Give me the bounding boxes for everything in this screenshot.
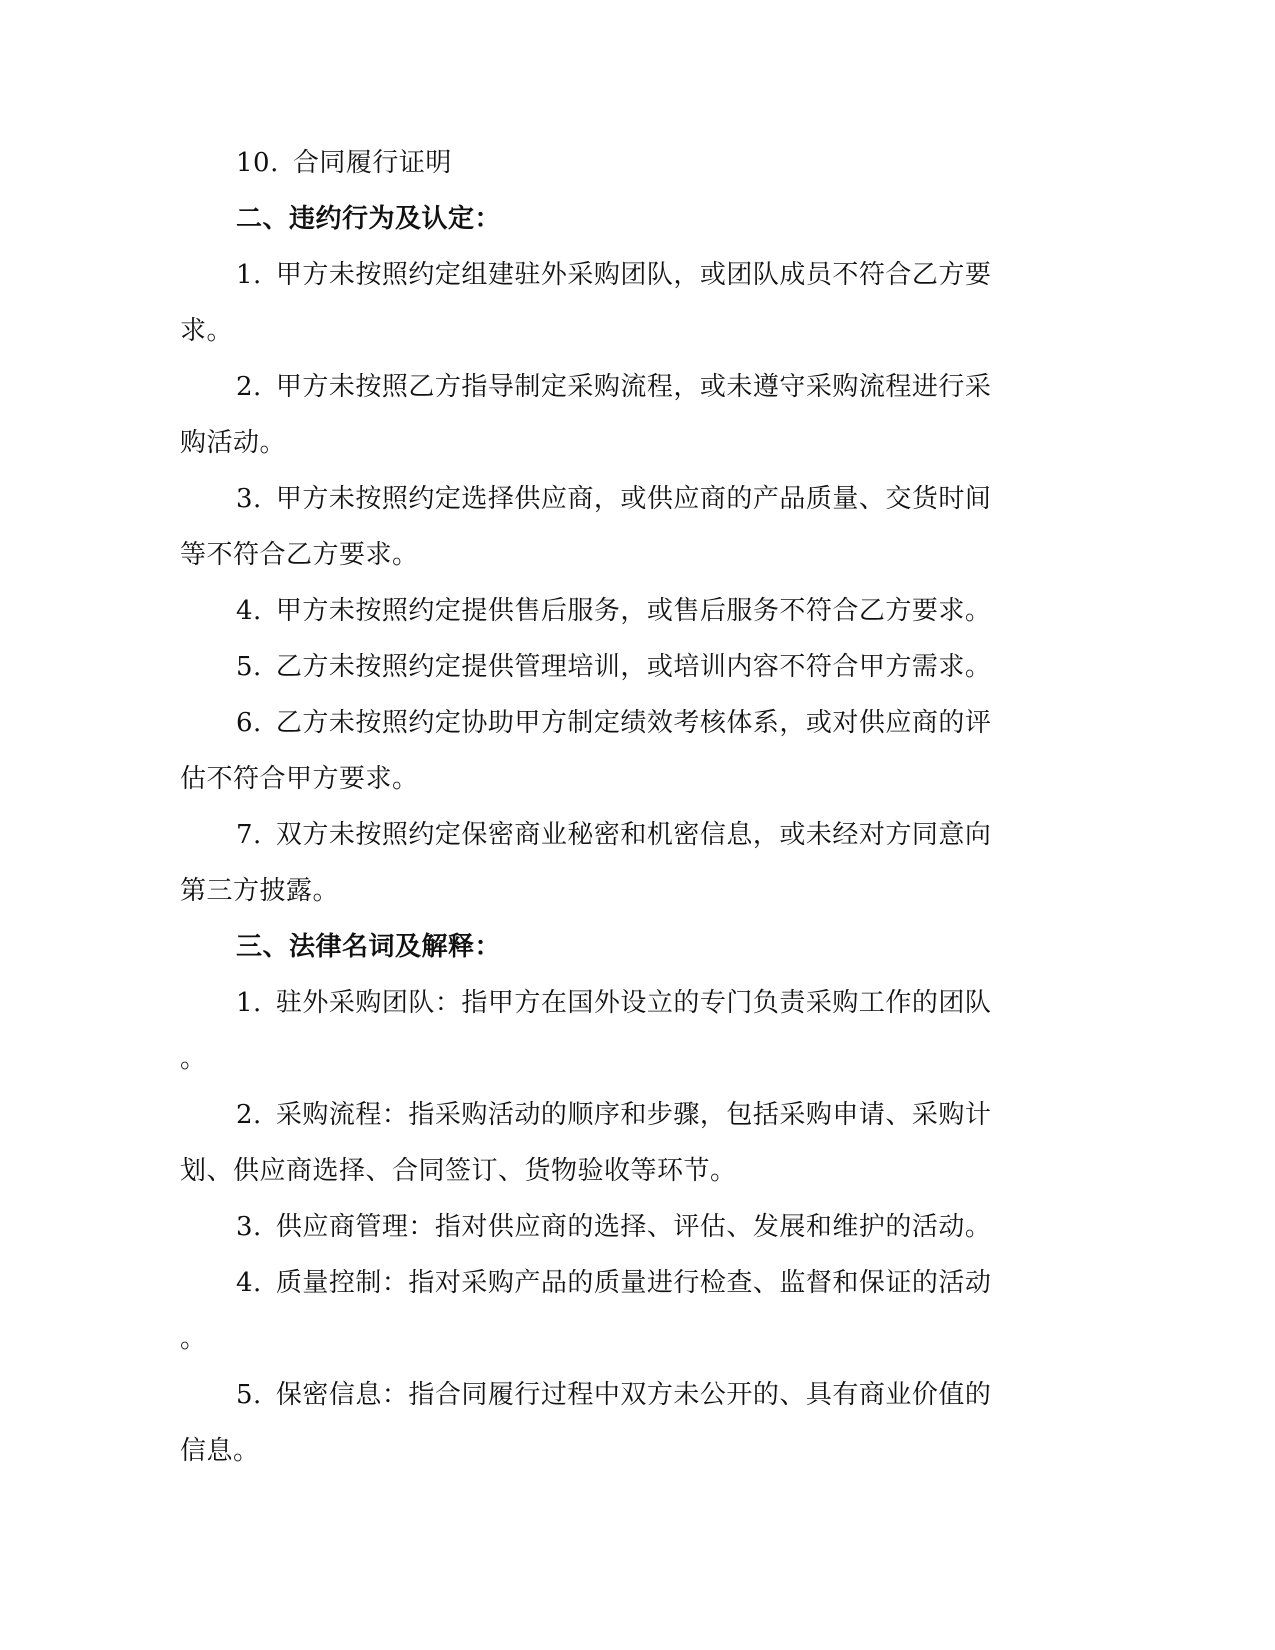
item-text: 采购流程：指采购活动的顺序和步骤，包括采购申请、采购计 [275,1100,992,1130]
item-number: 5. [236,652,262,682]
list-item-continuation: 信息。 [180,1436,260,1466]
list-item-continuation: 求。 [180,316,234,346]
item-number: 10. [236,148,279,178]
list-item-continuation: 划、供应商选择、合同签订、货物验收等环节。 [180,1156,737,1186]
list-item [180,639,1040,695]
list-item-continuation: 。 [180,1044,207,1074]
item-number: 6. [236,708,262,738]
item-text: 乙方未按照约定提供管理培训，或培训内容不符合甲方需求。 [275,652,992,682]
list-item [180,1087,1040,1143]
list-item-continuation: 等不符合乙方要求。 [180,540,419,570]
item-text: 甲方未按照约定组建驻外采购团队，或团队成员不符合乙方要 [275,260,992,290]
item-number: 4. [236,1268,262,1298]
section-heading-definitions: 三、法律名词及解释： [236,932,502,962]
item-text: 合同履行证明 [292,148,452,178]
list-item-continuation: 。 [180,1324,207,1354]
item-text: 乙方未按照约定协助甲方制定绩效考核体系，或对供应商的评 [275,708,992,738]
list-item [180,695,1040,751]
item-text: 甲方未按照约定选择供应商，或供应商的产品质量、交货时间 [275,484,992,514]
list-item-continuation: 第三方披露。 [180,876,340,906]
list-item [180,471,1040,527]
item-text: 驻外采购团队：指甲方在国外设立的专门负责采购工作的团队 [275,988,992,1018]
list-item-continuation: 购活动。 [180,428,287,458]
list-item [180,1367,1040,1423]
item-text: 供应商管理：指对供应商的选择、评估、发展和维护的活动。 [275,1212,992,1242]
list-item [180,1199,1040,1255]
item-text: 甲方未按照乙方指导制定采购流程，或未遵守采购流程进行采 [275,372,992,402]
item-number: 1. [236,260,262,290]
list-item-intro-10 [180,135,1040,191]
list-item [180,247,1040,303]
item-number: 7. [236,820,262,850]
item-number: 1. [236,988,262,1018]
list-item [180,359,1040,415]
item-number: 2. [236,1100,262,1130]
document-page [180,135,1040,1479]
item-number: 4. [236,596,262,626]
section-heading-breach: 二、违约行为及认定： [236,204,502,234]
item-number: 3. [236,484,262,514]
list-item-continuation: 估不符合甲方要求。 [180,764,419,794]
list-item [180,1255,1040,1311]
list-item [180,807,1040,863]
item-number: 3. [236,1212,262,1242]
list-item [180,975,1040,1031]
item-text: 双方未按照约定保密商业秘密和机密信息，或未经对方同意向 [275,820,992,850]
item-text: 甲方未按照约定提供售后服务，或售后服务不符合乙方要求。 [275,596,992,626]
item-text: 保密信息：指合同履行过程中双方未公开的、具有商业价值的 [275,1380,992,1410]
list-item [180,583,1040,639]
item-number: 2. [236,372,262,402]
item-number: 5. [236,1380,262,1410]
item-text: 质量控制：指对采购产品的质量进行检查、监督和保证的活动 [275,1268,992,1298]
